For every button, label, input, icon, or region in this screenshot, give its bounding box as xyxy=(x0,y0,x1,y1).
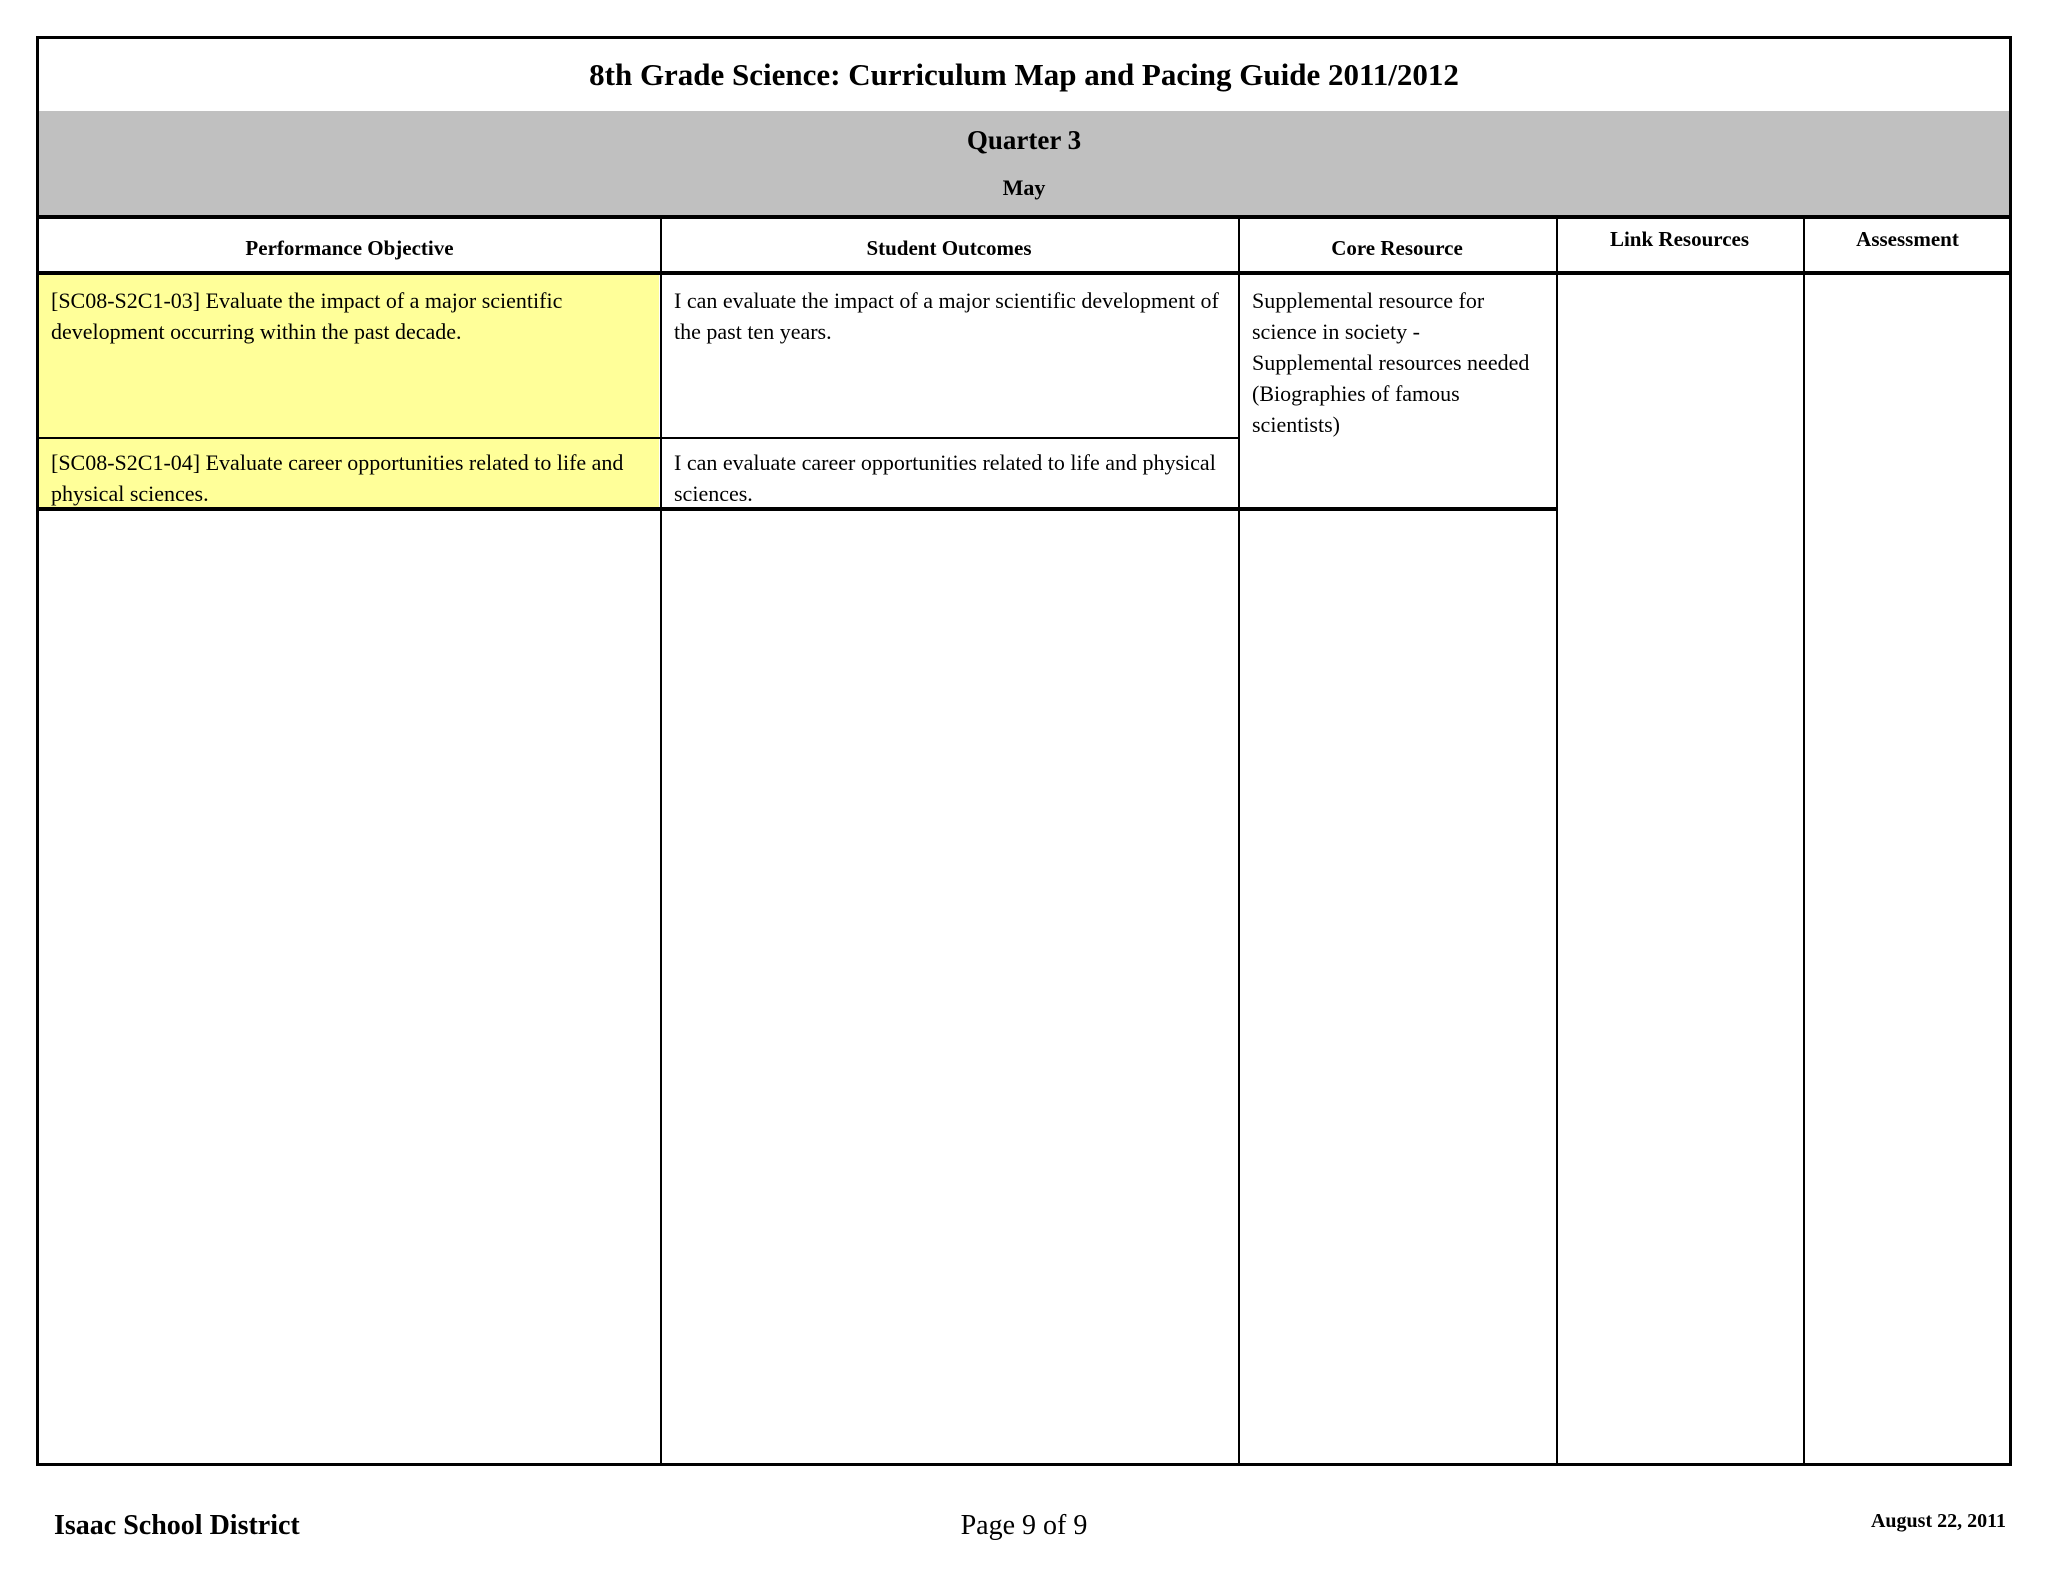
footer-district: Isaac School District xyxy=(54,1510,300,1541)
column-divider xyxy=(1803,219,1805,1463)
footer-page-number: Page 9 of 9 xyxy=(960,1510,1088,1541)
student-outcome-cell: I can evaluate career opportunities related to life and physical sciences. xyxy=(674,450,1216,506)
core-resource-cell: Supplemental resource for science in society - Supplemental resources needed (Biographies of famous scientists) xyxy=(1252,288,1530,437)
footer-date: August 22, 2011 xyxy=(1870,1510,2006,1532)
header-assessment: Assessment xyxy=(1856,227,1959,251)
month-banner: May xyxy=(39,169,2009,219)
quarter-banner: Quarter 3 xyxy=(39,111,2009,171)
document-title: 8th Grade Science: Curriculum Map and Pacing Guide 2011/2012 xyxy=(39,39,2009,113)
header-performance-objective: Performance Objective xyxy=(245,235,454,260)
row-group-divider xyxy=(39,507,1558,511)
curriculum-map-table xyxy=(36,36,2012,1466)
performance-objective-cell: [SC08-S2C1-03] Evaluate the impact of a major scientific development occurring within the past decade. xyxy=(39,275,659,439)
header-student-outcomes: Student Outcomes xyxy=(866,235,1032,260)
student-outcome-cell: I can evaluate the impact of a major scientific development of the past ten years. xyxy=(674,288,1219,344)
performance-objective-cell: [SC08-S2C1-04] Evaluate career opportunities related to life and physical sciences. xyxy=(39,439,659,509)
header-core-resource: Core Resource xyxy=(1331,235,1463,260)
header-link-resources: Link Resources xyxy=(1609,227,1750,251)
column-divider xyxy=(1556,219,1558,1463)
